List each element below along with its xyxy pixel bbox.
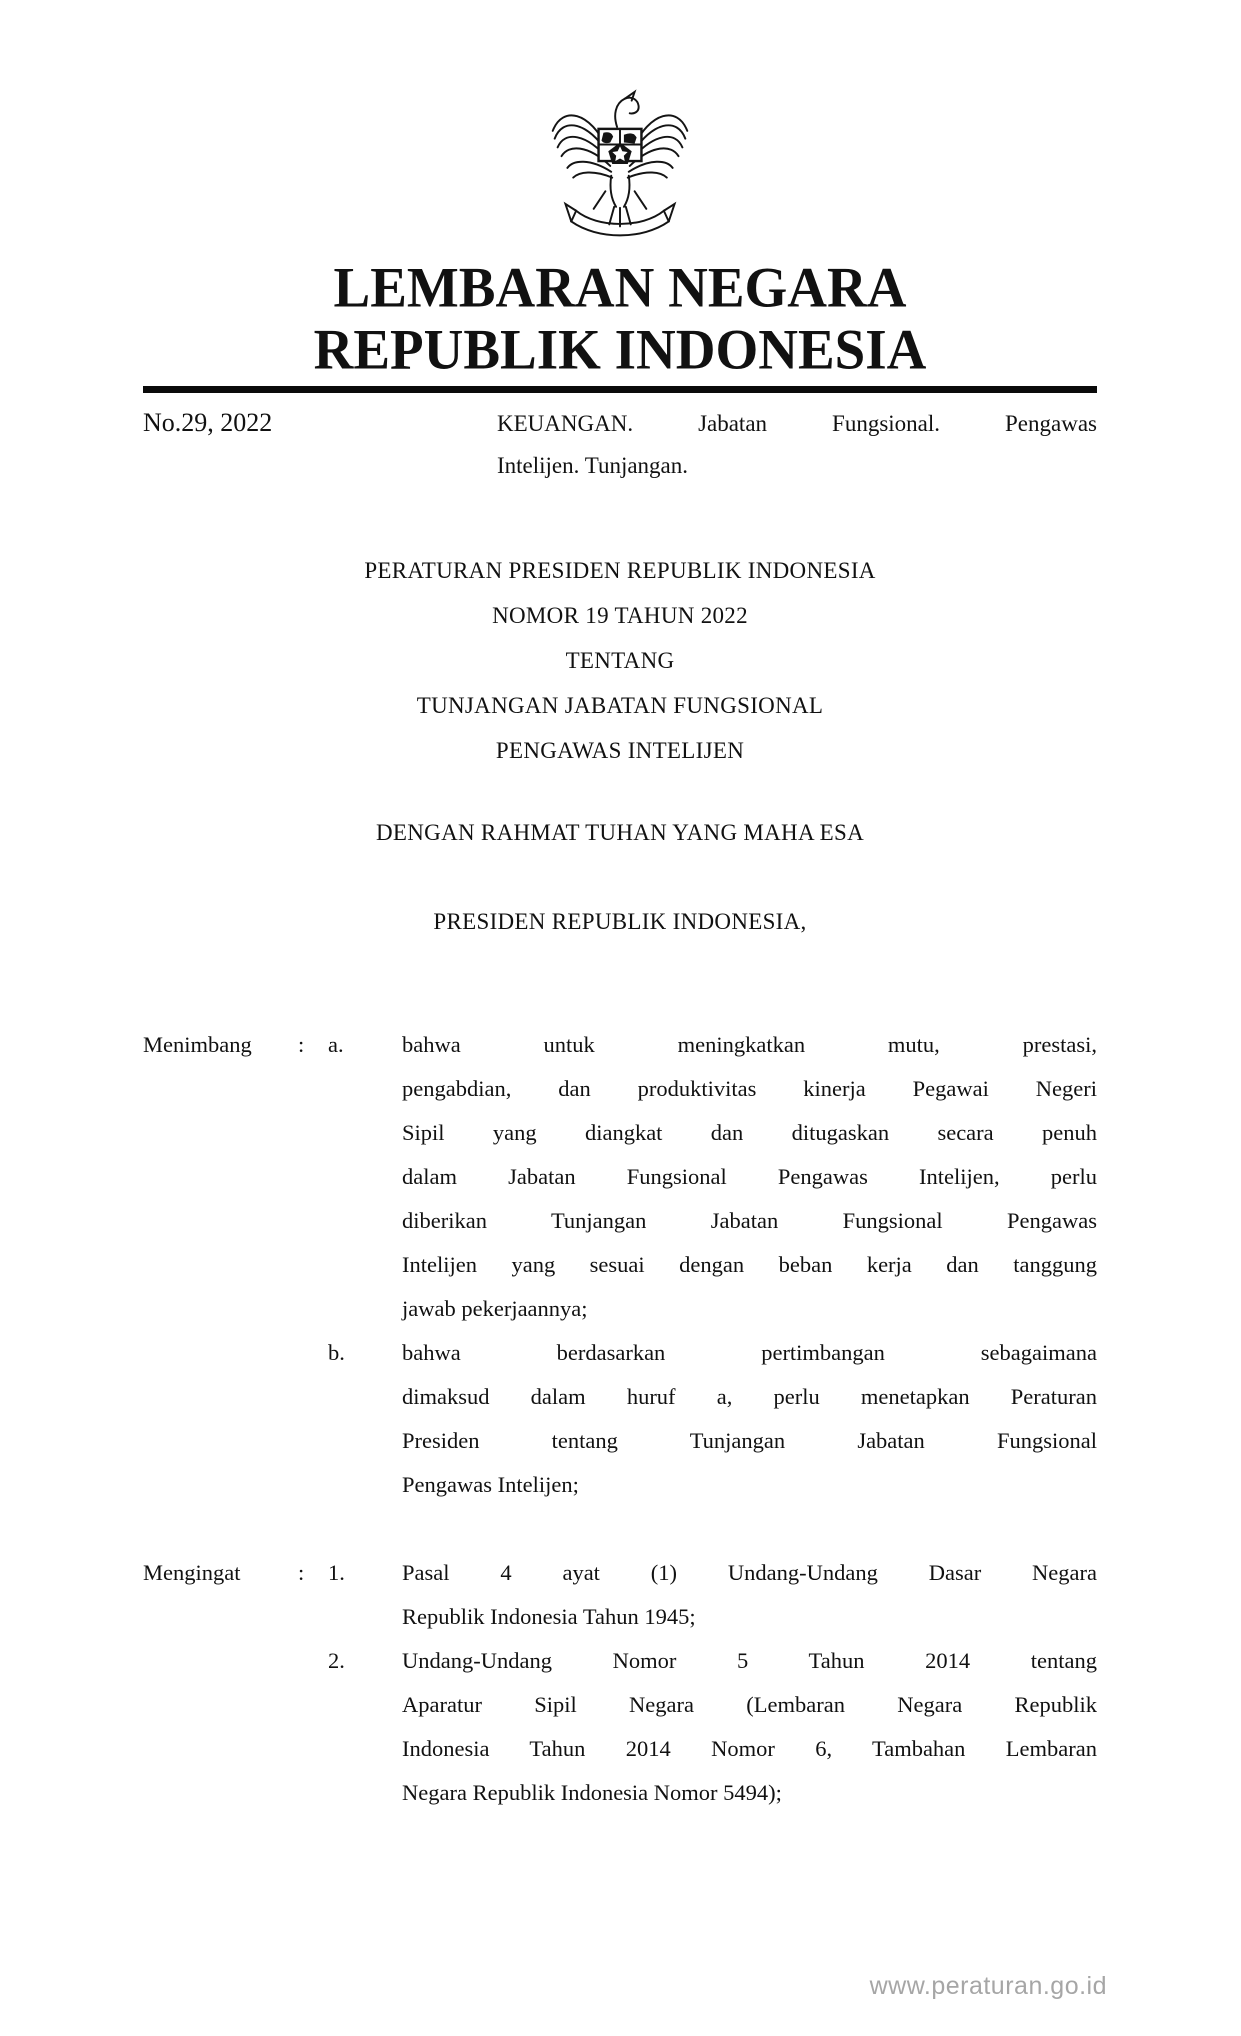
mengingat-item-2 <box>328 1639 1097 1815</box>
mengingat-clause <box>143 1551 1097 1815</box>
menimbang-item-a <box>328 1023 1097 1331</box>
menimbang-label: Menimbang <box>143 1032 252 1057</box>
authority-line: PRESIDEN REPUBLIK INDONESIA, <box>433 909 807 934</box>
item-marker: 2. <box>328 1648 345 1673</box>
gazette-subject-line: KEUANGAN. Jabatan Fungsional. Pengawas <box>497 411 1097 436</box>
regulation-subject-line: PENGAWAS INTELIJEN <box>495 738 745 763</box>
text-line: jawab pekerjaannya; <box>402 1296 588 1321</box>
pancasila-shield-icon <box>599 129 642 164</box>
garuda-pancasila-emblem-icon <box>545 86 695 240</box>
gazette-subject-line: Intelijen. Tunjangan. <box>497 453 689 478</box>
menimbang-colon: : <box>298 1032 305 1057</box>
text-line: bahwa berdasarkan pertimbangan sebagaimana <box>402 1340 1097 1365</box>
text-line: pengabdian, dan produktivitas kinerja Pegawai Negeri <box>402 1076 1097 1101</box>
text-line: Pasal 4 ayat (1) Undang-Undang Dasar Negara <box>402 1560 1097 1585</box>
garuda-eagle-icon <box>546 86 694 240</box>
regulation-title-block <box>143 548 1097 773</box>
text-line: Republik Indonesia Tahun 1945; <box>402 1604 696 1629</box>
text-line: dimaksud dalam huruf a, perlu menetapkan Peraturan <box>402 1384 1097 1409</box>
gazette-page <box>0 86 1241 2036</box>
mengingat-colon: : <box>298 1560 305 1585</box>
text-line: Pengawas Intelijen; <box>402 1472 579 1497</box>
regulation-number-line: NOMOR 19 TAHUN 2022 <box>492 603 748 628</box>
regulation-title-line: PERATURAN PRESIDEN REPUBLIK INDONESIA <box>364 558 876 583</box>
invocation-line: DENGAN RAHMAT TUHAN YANG MAHA ESA <box>375 820 865 845</box>
text-line: Sipil yang diangkat dan ditugaskan secara penuh <box>402 1120 1097 1145</box>
gazette-title-line1: LEMBARAN NEGARA <box>333 255 907 320</box>
item-text <box>402 1023 1097 1331</box>
item-marker: a. <box>328 1032 344 1057</box>
gazette-title-line2: REPUBLIK INDONESIA <box>313 317 927 382</box>
item-marker: 1. <box>328 1560 345 1585</box>
text-line: Presiden tentang Tunjangan Jabatan Fungsional <box>402 1428 1097 1453</box>
menimbang-clause <box>143 1023 1097 1507</box>
text-line: bahwa untuk meningkatkan mutu, prestasi, <box>402 1032 1097 1057</box>
text-line: Intelijen yang sesuai dengan beban kerja dan tanggung <box>402 1252 1097 1277</box>
text-line: Indonesia Tahun 2014 Nomor 6, Tambahan Lembaran <box>402 1736 1097 1761</box>
item-text <box>402 1639 1097 1815</box>
menimbang-item-b <box>328 1331 1097 1507</box>
text-line: dalam Jabatan Fungsional Pengawas Intelijen, perlu <box>402 1164 1097 1189</box>
masthead-divider-rule <box>143 386 1097 393</box>
item-text <box>402 1331 1097 1507</box>
item-text <box>402 1551 1097 1639</box>
masthead-info-row <box>143 403 1097 487</box>
regulation-subject-line: TUNJANGAN JABATAN FUNGSIONAL <box>416 693 824 718</box>
mengingat-item-1 <box>328 1551 1097 1639</box>
item-marker: b. <box>328 1340 345 1365</box>
text-line: Negara Republik Indonesia Nomor 5494); <box>402 1780 782 1805</box>
mengingat-label: Mengingat <box>143 1560 241 1585</box>
gazette-number: No.29, 2022 <box>143 408 273 437</box>
gazette-subject <box>497 403 1097 487</box>
regulation-tentang-line: TENTANG <box>565 648 675 673</box>
text-line: Undang-Undang Nomor 5 Tahun 2014 tentang <box>402 1648 1097 1673</box>
text-line: Aparatur Sipil Negara (Lembaran Negara Republik <box>402 1692 1097 1717</box>
text-line: diberikan Tunjangan Jabatan Fungsional Pengawas <box>402 1208 1097 1233</box>
source-url-watermark: www.peraturan.go.id <box>869 1972 1107 2000</box>
